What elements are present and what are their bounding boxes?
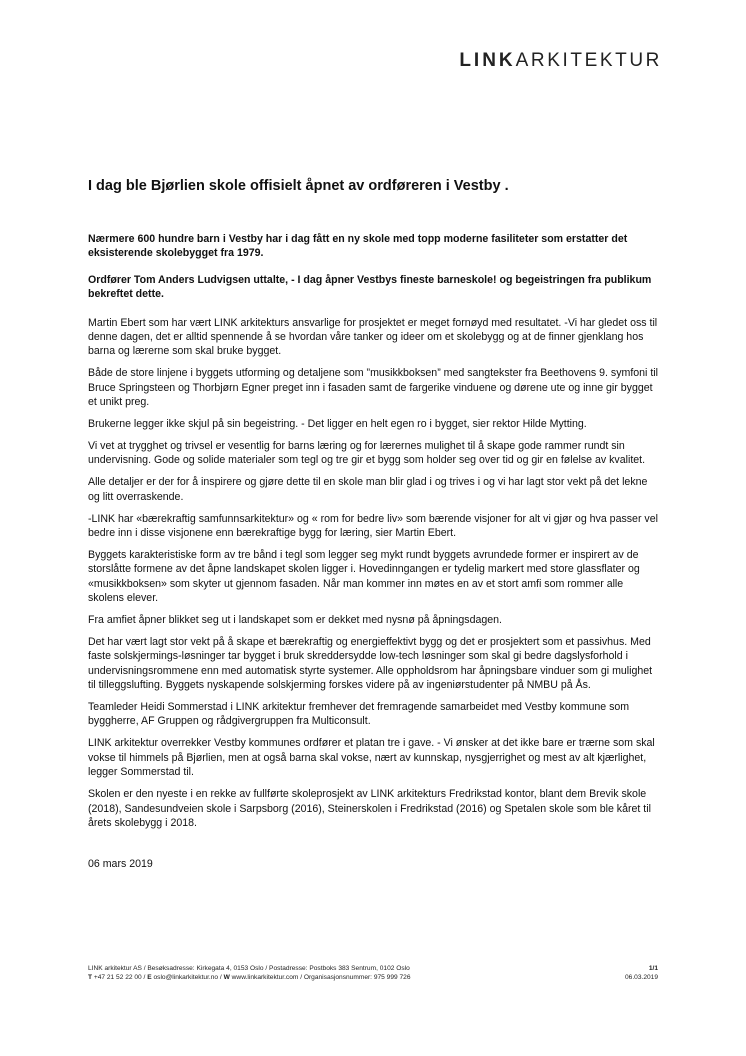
footer-date: 06.03.2019 bbox=[624, 973, 658, 981]
body-paragraph: Alle detaljer er der for å inspirere og gjøre dette til en skole man blir glad i og trives i og vi har lagt stor vekt på det lekne og litt overraskende. bbox=[88, 476, 648, 503]
footer-email: oslo@linkarkitektur.no / bbox=[153, 973, 222, 981]
article-date: 06 mars 2019 bbox=[88, 858, 153, 871]
footer-contact bbox=[88, 974, 658, 983]
body-paragraph: Fra amfiet åpner blikket seg ut i landskapet som er dekket med nysnø på åpningsdagen. bbox=[88, 614, 502, 627]
footer-phone-label: T bbox=[88, 973, 93, 981]
footer-email-label: E bbox=[147, 973, 152, 981]
footer-web: www.linkarkitektur.com / Organisasjonsnummer: 975 999 726 bbox=[231, 973, 411, 981]
page-footer bbox=[88, 965, 658, 982]
footer-page-number: 1/1 bbox=[648, 965, 658, 972]
body-paragraph: Brukerne legger ikke skjul på sin begeistring. - Det ligger en helt egen ro i bygget, sier rektor Hilde Mytting. bbox=[88, 418, 587, 431]
footer-right bbox=[625, 965, 658, 982]
article-title: I dag ble Bjørlien skole offisielt åpnet av ordføreren i Vestby . bbox=[88, 178, 509, 194]
body-paragraph: Byggets karakteristiske form av tre bånd i tegl som legger seg mykt rundt byggets avrundede former er inspirert av de storslåtte formene av det åpne landskapet skolen ligger i. Hovedinngangen er tydelig markert med store glassflater og «musikkboksen» som skyter ut gjennom fasaden. Når man kommer inn møtes en av et stort amfi som rommer alle skolens elever. bbox=[88, 548, 640, 605]
footer-web-label: W bbox=[223, 973, 230, 981]
article bbox=[88, 178, 662, 870]
body-paragraph: Vi vet at trygghet og trivsel er vesentlig for barns læring og for lærernes mulighet til å skape gode rammer rundt sin undervisning. Gode og solide materialer som tegl og tre gir et bygg som holder seg over tid og gir en følelse av kvalitet. bbox=[88, 439, 646, 467]
body-paragraph: -LINK har «bærekraftig samfunnsarkitektur» og « rom for bedre liv» som bærende visjoner for alt vi gjør og hva passer vel bedre inn i disse visjonene enn bærekraftige bygg for læring, sier Martin Ebert. bbox=[88, 512, 658, 539]
lead-paragraph-2: Ordfører Tom Anders Ludvigsen uttalte, - I dag åpner Vestbys fineste barneskole! og begeistringen fra publikum bekreftet dette. bbox=[88, 273, 652, 301]
footer-address: LINK arkitektur AS / Besøksadresse: Kirkegata 4, 0153 Oslo / Postadresse: Postboks 383 Sentrum, 0102 Oslo bbox=[88, 965, 410, 972]
company-logo bbox=[459, 50, 662, 72]
body-paragraph: Teamleder Heidi Sommerstad i LINK arkitektur fremhever det fremragende samarbeidet med Vestby kommune som byggherre, AF Gruppen og rådgivergruppen fra Multiconsult. bbox=[88, 701, 630, 728]
logo-light-text: ARKITEKTUR bbox=[515, 50, 662, 71]
logo-bold-text: LINK bbox=[459, 50, 516, 71]
footer-phone: +47 21 52 22 00 / bbox=[93, 973, 146, 981]
body-paragraph: LINK arkitektur overrekker Vestby kommunes ordfører et platan tre i gave. - Vi ønsker at det ikke bare er trærne som skal vokse til himmels på Bjørlien, men at også barna skal vokse, nært av kunnskap, nysgjerrighet og mest av alt kjærlighet, legger Sommerstad til. bbox=[88, 737, 655, 779]
body-paragraph: Det har vært lagt stor vekt på å skape et bærekraftig og energieffektivt bygg og det er prosjektert som et passivhus. Med faste solskjermings-løsninger tar bygget i bruk skreddersydde low-tech løsninger som skal gi bedre dagslysforhold i undervisningsrommene enn med automatisk styrte systemer. Alle oppholdsrom har åpningsbare vinduer som gi mulighet til tilleggslufting. Byggets nyskapende solskjerming forskes videre på av ingeniørstudenter på NMBU på Ås. bbox=[88, 635, 653, 692]
body-paragraph: Skolen er den nyeste i en rekke av fullførte skoleprosjekt av LINK arkitekturs Fredrikstad kontor, blant dem Brevik skole (2018), Sandesundveien skole i Sarpsborg (2016), Steinerskolen i Fredrikstad (2016) og Spetalen skole som ble kåret til årets skolebygg i 2018. bbox=[88, 788, 651, 829]
body-paragraph: Martin Ebert som har vært LINK arkitekturs ansvarlige for prosjektet er meget fornøyd med resultatet. -Vi har gledet oss til denne dagen, det er alltid spennende å se hvordan våre tanker og ideer om et skolebygg og at de finner gjenklang hos barna og lærerne som skal bruke bygget. bbox=[88, 316, 658, 358]
body-paragraph: Både de store linjene i byggets utforming og detaljene som ”musikkboksen” med sangtekster fra Beethovens 9. symfoni til Bruce Springsteen og Thorbjørn Egner preget inn i fasaden samt de fargerike vinduene og dørene ute og inne gir bygget et unikt preg. bbox=[88, 367, 659, 409]
lead-paragraph-1: Nærmere 600 hundre barn i Vestby har i dag fått en ny skole med topp moderne fasiliteter som erstatter det eksisterende skolebygget fra 1979. bbox=[88, 233, 628, 260]
